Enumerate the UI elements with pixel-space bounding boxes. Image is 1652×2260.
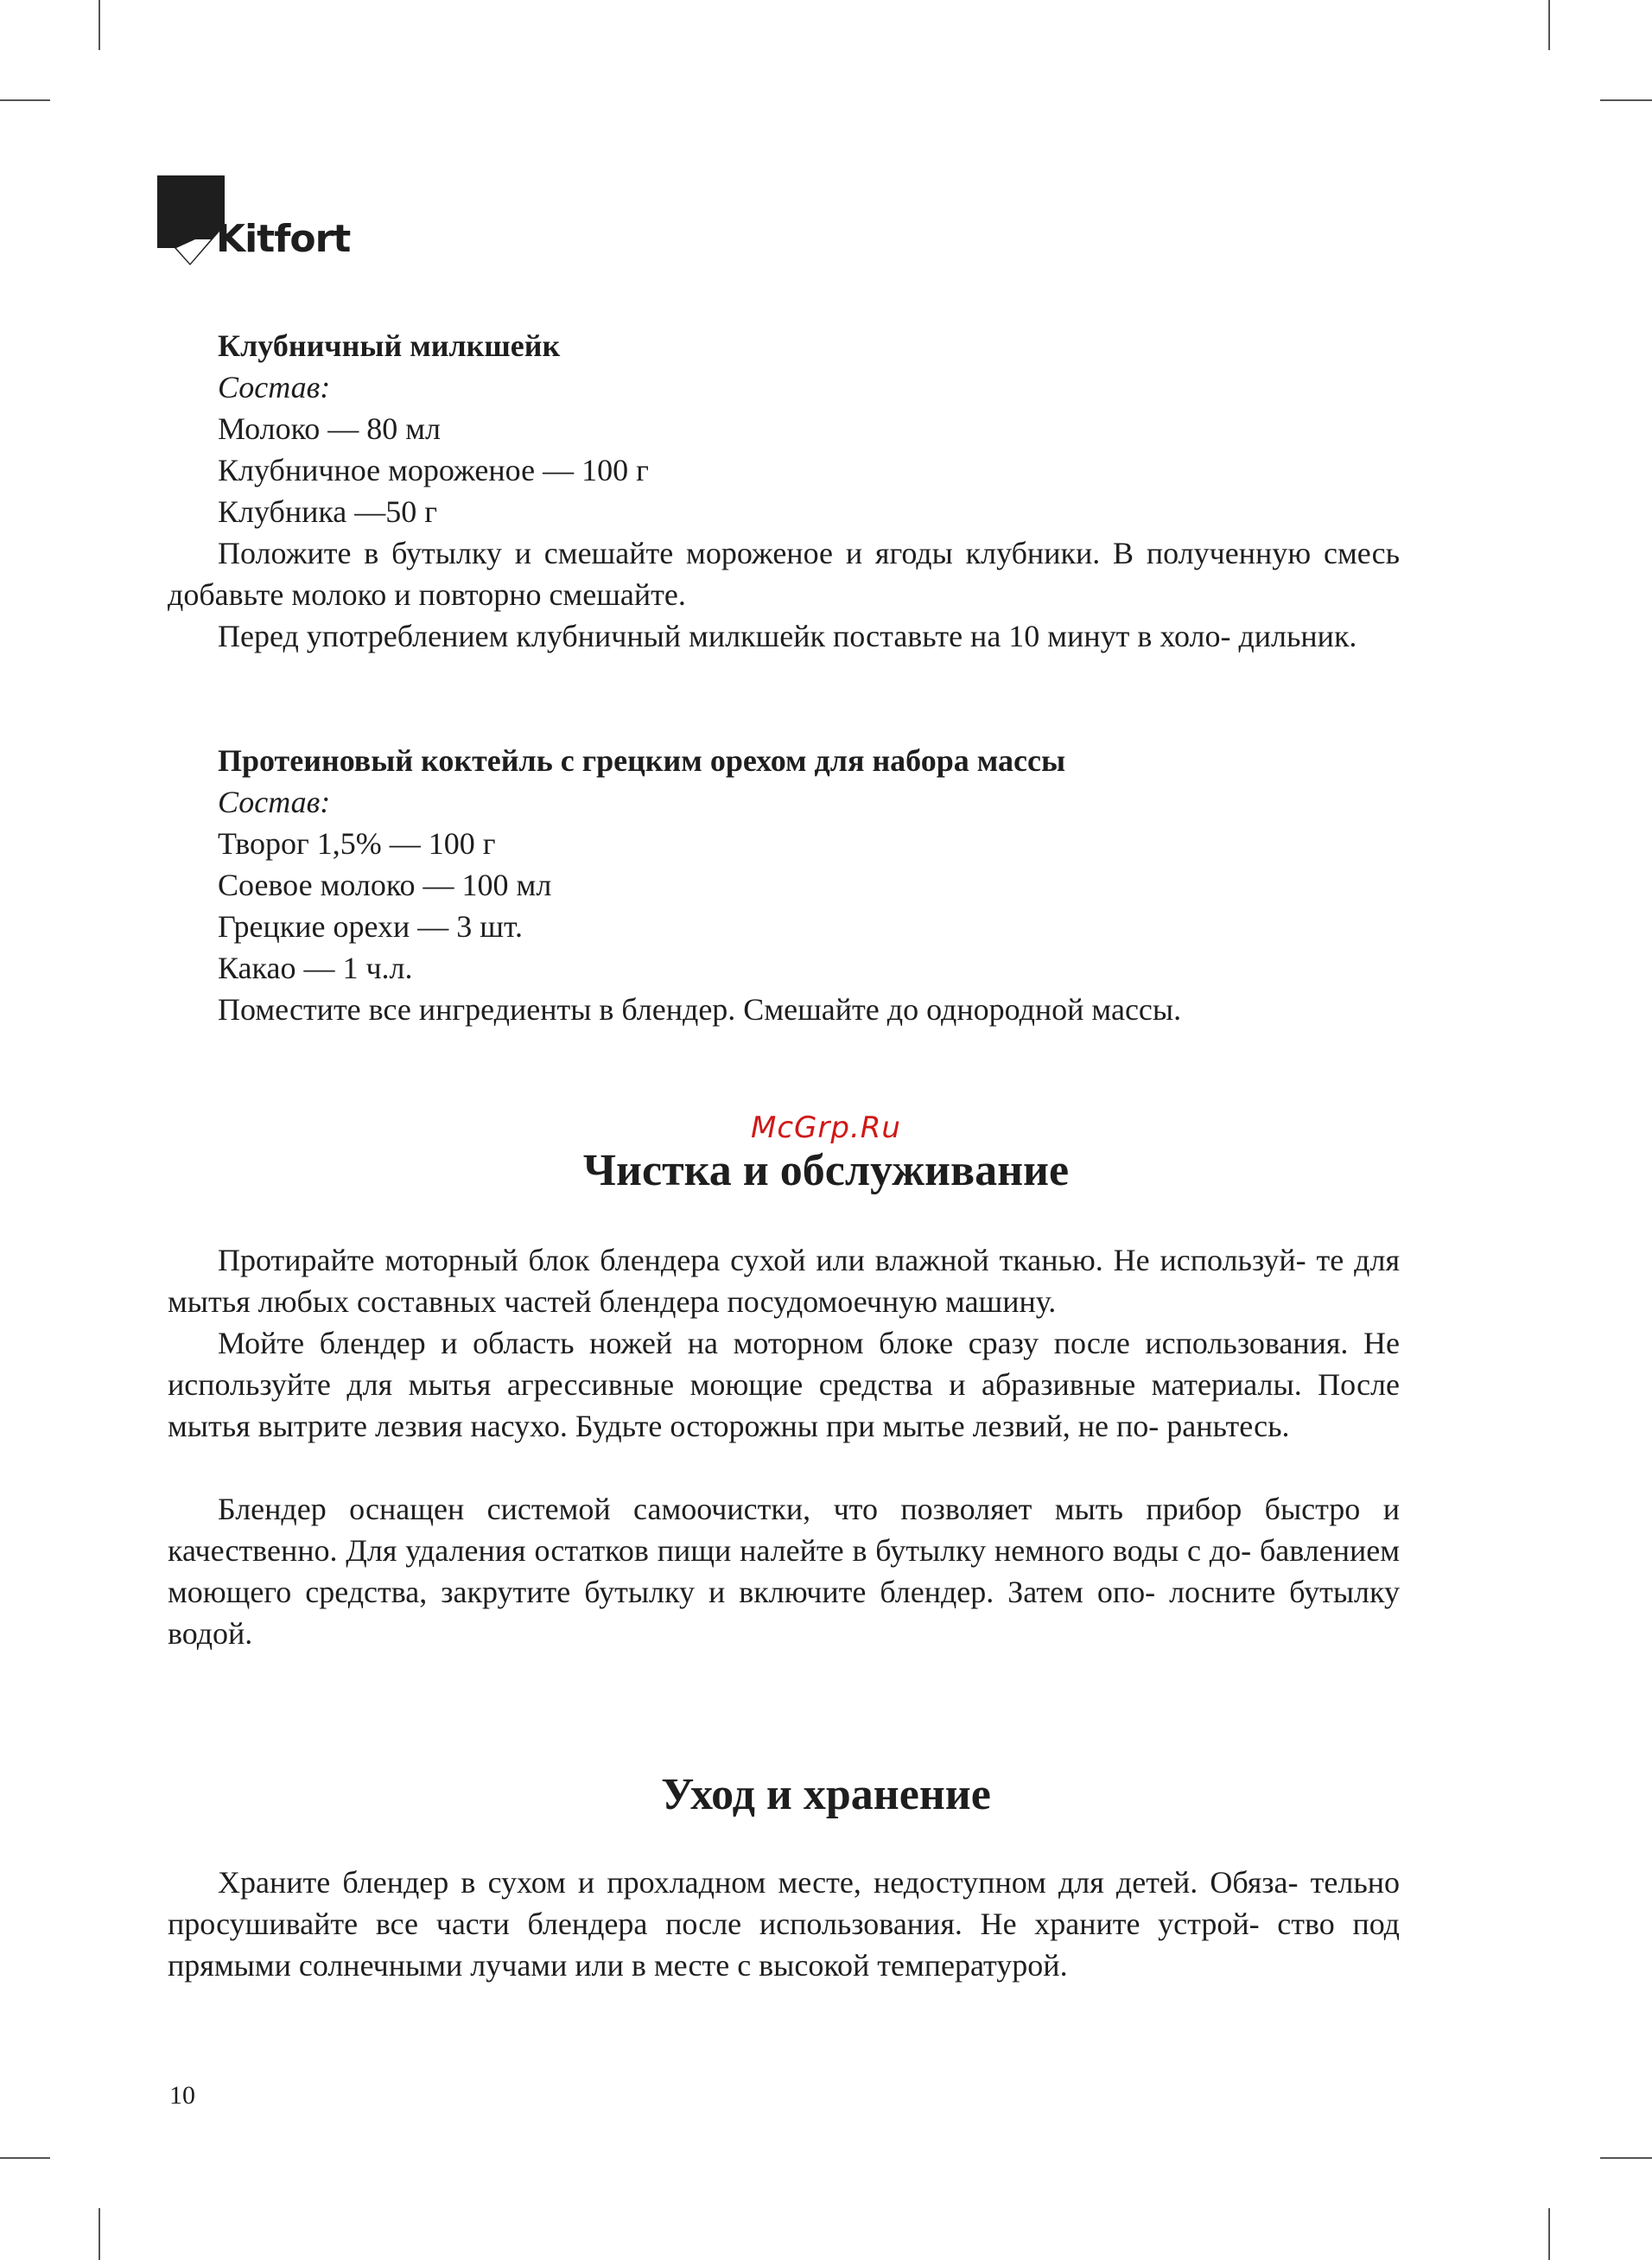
recipe-instruction: Поместите все ингредиенты в блендер. Смешайте до однородной массы. [218,992,1182,1027]
ingredient: Клубничное мороженое — 100 г [218,453,649,487]
brand-name: Kitfort [216,217,351,261]
recipe-title: Клубничный милкшейк [218,328,561,363]
section-paragraph: Мойте блендер и область ножей на моторном блоке сразу после использования. Не используйте для мытья агрессивные моющие средства и абразивные материалы. После мытья вытрите лезвия насухо. Будьте осторожны при мытье лезвий, не по- раньтесь. [168,1326,1400,1443]
ingredient: Клубника —50 г [218,494,438,529]
crop-mark [0,2157,50,2159]
section-heading-cleaning: Чистка и обслуживание [582,1146,1070,1195]
crop-mark [0,99,50,101]
recipe-instruction: Перед употреблением клубничный милкшейк поставьте на 10 минут в холо- дильник. [218,619,1357,653]
section-paragraph: Храните блендер в сухом и прохладном месте, недоступном для детей. Обяза- тельно просушивайте все части блендера после использования. Не храните устрой- ство под прямыми солнечными лучами или в месте с высокой температурой. [168,1865,1400,1983]
composition-label: Состав: [218,370,331,404]
recipe-title: Протеиновый коктейль с грецким орехом для набора массы [218,743,1066,778]
ingredient: Какао — 1 ч.л. [218,951,413,985]
crop-mark [1548,0,1550,50]
recipe-instruction: Положите в бутылку и смешайте мороженое и ягоды клубники. В полученную смесь добавьте молоко и повторно смешайте. [168,536,1400,612]
ingredient: Грецкие орехи — 3 шт. [218,909,524,944]
recipe-protein-shake [218,740,1453,1030]
ingredient: Соевое молоко — 100 мл [218,868,552,902]
section-paragraph: Протирайте моторный блок блендера сухой или влажной тканью. Не используй- те для мытья любых составных частей блендера посудомоечную машину. [168,1243,1400,1319]
section-heading-care: Уход и хранение [661,1770,991,1819]
crop-mark [1600,99,1652,101]
ingredient: Творог 1,5% — 100 г [218,826,496,861]
composition-label: Состав: [218,785,331,819]
kitfort-logo [157,175,351,271]
watermark: McGrp.Ru [751,1111,901,1145]
ingredient: Молоко — 80 мл [218,411,442,446]
section-paragraph: Блендер оснащен системой самоочистки, что позволяет мыть прибор быстро и качественно. Для удаления остатков пищи налейте в бутылку немного воды с до- бавлением моющего средства, закрутите бутылку и включите блендер. Затем опо- лосните бутылку водой. [168,1492,1400,1651]
recipe-strawberry-milkshake [218,325,1453,532]
crop-mark [98,2208,100,2260]
page-number: 10 [169,2081,195,2110]
crop-mark [1548,2208,1550,2260]
crop-mark [1600,2157,1652,2159]
crop-mark [98,0,100,50]
